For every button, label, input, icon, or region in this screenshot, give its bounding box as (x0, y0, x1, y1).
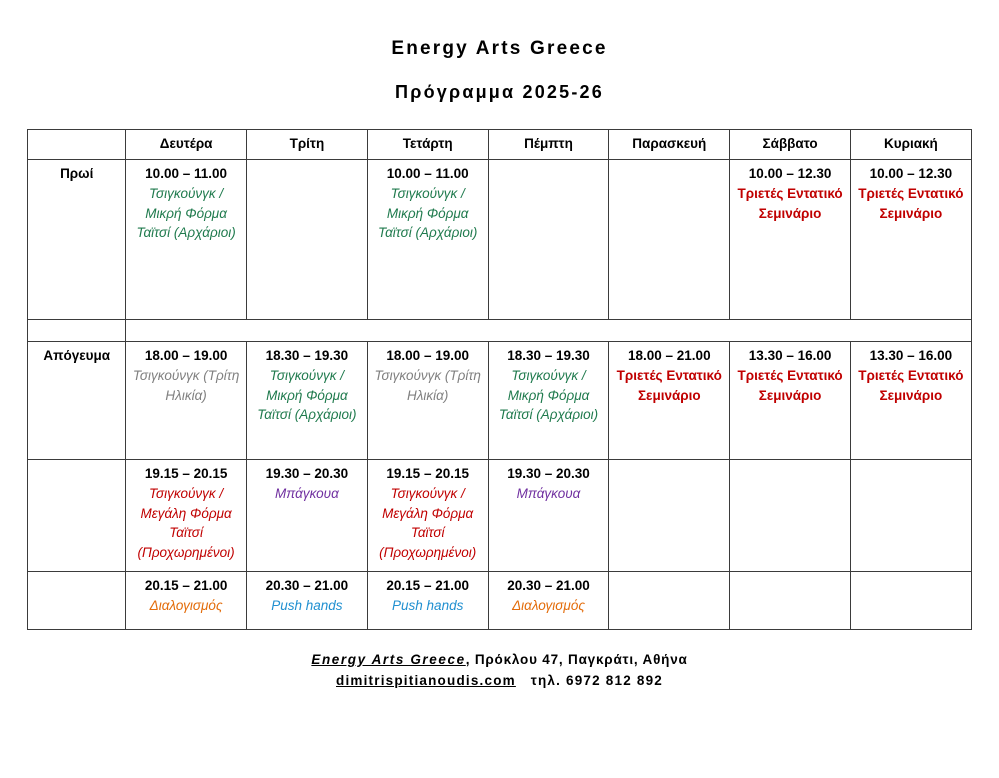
row-label-afternoon: Απόγευμα (28, 341, 126, 459)
cell-afternoon3-tuesday (247, 571, 368, 629)
table-row-spacer (28, 319, 972, 341)
cell-afternoon1-tuesday (247, 341, 368, 459)
column-header-saturday: Σάββατο (730, 130, 851, 160)
spacer-label-cell (28, 319, 126, 341)
cell-morning-tuesday (247, 159, 368, 319)
cell-time: 18.00 – 21.00 (628, 347, 711, 363)
page-title: Energy Arts Greece (391, 38, 608, 59)
cell-afternoon3-sunday (850, 571, 971, 629)
table-row-morning (28, 159, 972, 319)
cell-afternoon2-sunday (850, 459, 971, 571)
cell-afternoon3-thursday (488, 571, 609, 629)
weekly-schedule-table (27, 129, 972, 630)
cell-desc: Τσιγκούνγκ (Τρίτη Ηλικία) (132, 368, 240, 403)
cell-desc: Τσιγκούνγκ / Μεγάλη Φόρμα Ταϊτσί (Προχωρημένοι) (379, 486, 477, 560)
table-row-afternoon-3 (28, 571, 972, 629)
table-header-row (28, 130, 972, 160)
cell-desc: Μπάγκουα (275, 486, 339, 502)
footer-email-link[interactable]: dimitrispitianoudis.com (336, 672, 516, 688)
cell-time: 19.15 – 20.15 (386, 465, 469, 481)
cell-desc: Push hands (271, 598, 343, 614)
cell-desc: Τσιγκούνγκ / Μεγάλη Φόρμα Ταϊτσί (Προχωρημένοι) (137, 486, 235, 560)
column-header-wednesday: Τετάρτη (367, 130, 488, 160)
cell-time: 18.00 – 19.00 (386, 347, 469, 363)
cell-time: 10.00 – 11.00 (386, 165, 469, 181)
cell-time: 20.30 – 21.00 (265, 577, 349, 593)
footer-brand: Energy Arts Greece (311, 651, 466, 667)
cell-time: 19.15 – 20.15 (144, 465, 228, 481)
cell-afternoon3-monday (126, 571, 247, 629)
cell-time: 13.30 – 16.00 (748, 347, 832, 363)
cell-afternoon2-wednesday (367, 459, 488, 571)
cell-afternoon1-wednesday (367, 341, 488, 459)
cell-afternoon1-monday (126, 341, 247, 459)
column-header-monday: Δευτέρα (126, 130, 247, 160)
cell-desc: Τσιγκούνγκ / Μικρή Φόρμα Ταϊτσί (Αρχάριοι) (378, 186, 478, 241)
cell-time: 10.00 – 12.30 (748, 165, 832, 181)
column-header-thursday: Πέμπτη (488, 130, 609, 160)
cell-time: 10.00 – 12.30 (869, 165, 953, 181)
row-label-afternoon-3-empty (28, 571, 126, 629)
table-body (28, 159, 972, 629)
cell-time: 19.30 – 20.30 (265, 465, 349, 481)
cell-afternoon2-tuesday (247, 459, 368, 571)
cell-time: 10.00 – 11.00 (145, 165, 228, 181)
footer-contact-line (0, 673, 999, 688)
schedule-page (0, 38, 999, 778)
row-label-afternoon-2-empty (28, 459, 126, 571)
footer-address: , Πρόκλου 47, Παγκράτι, Αθήνα (465, 651, 688, 667)
spacer-cell (126, 319, 972, 341)
cell-time: 18.30 – 19.30 (507, 347, 590, 363)
table-row-afternoon-2 (28, 459, 972, 571)
cell-afternoon3-saturday (730, 571, 851, 629)
cell-desc: Τριετές Εντατικό Σεμινάριο (616, 368, 722, 403)
cell-afternoon1-friday (609, 341, 730, 459)
cell-afternoon2-monday (126, 459, 247, 571)
cell-desc: Τριετές Εντατικό Σεμινάριο (737, 368, 843, 403)
cell-desc: Τσιγκούνγκ / Μικρή Φόρμα Ταϊτσί (Αρχάριοι) (498, 368, 599, 423)
column-header-friday: Παρασκευή (609, 130, 730, 160)
cell-desc: Διαλογισμός (512, 598, 585, 614)
cell-desc: Τσιγκούνγκ (Τρίτη Ηλικία) (374, 368, 481, 403)
table-corner-cell (28, 130, 126, 160)
cell-time: 19.30 – 20.30 (507, 465, 590, 481)
cell-desc: Τριετές Εντατικό Σεμινάριο (858, 186, 964, 221)
cell-time: 20.15 – 21.00 (144, 577, 228, 593)
footer-phone: τηλ. 6972 812 892 (530, 672, 663, 688)
cell-afternoon1-sunday (850, 341, 971, 459)
column-header-tuesday: Τρίτη (247, 130, 368, 160)
cell-afternoon1-thursday (488, 341, 609, 459)
footer-address-line (0, 652, 999, 667)
column-header-sunday: Κυριακή (850, 130, 971, 160)
cell-time: 20.15 – 21.00 (386, 577, 469, 593)
cell-time: 18.00 – 19.00 (144, 347, 228, 363)
cell-afternoon2-thursday (488, 459, 609, 571)
cell-desc: Τριετές Εντατικό Σεμινάριο (858, 368, 964, 403)
cell-afternoon2-saturday (730, 459, 851, 571)
cell-desc: Τσιγκούνγκ / Μικρή Φόρμα Ταϊτσί (Αρχάριοι) (136, 186, 236, 241)
cell-time: 18.30 – 19.30 (265, 347, 349, 363)
row-label-morning: Πρωί (28, 159, 126, 319)
cell-morning-friday (609, 159, 730, 319)
cell-desc: Τριετές Εντατικό Σεμινάριο (737, 186, 843, 221)
cell-afternoon1-saturday (730, 341, 851, 459)
cell-time: 13.30 – 16.00 (869, 347, 953, 363)
cell-desc: Διαλογισμός (149, 598, 223, 614)
cell-morning-thursday (488, 159, 609, 319)
page-subtitle: Πρόγραμμα 2025-26 (395, 82, 604, 102)
table-header (28, 130, 972, 160)
cell-afternoon2-friday (609, 459, 730, 571)
cell-morning-wednesday (367, 159, 488, 319)
cell-desc: Μπάγκουα (516, 486, 581, 502)
cell-afternoon3-wednesday (367, 571, 488, 629)
table-row-afternoon-1 (28, 341, 972, 459)
cell-morning-monday (126, 159, 247, 319)
footer (0, 652, 999, 688)
cell-afternoon3-friday (609, 571, 730, 629)
cell-morning-saturday (730, 159, 851, 319)
cell-desc: Push hands (392, 598, 464, 614)
cell-morning-sunday (850, 159, 971, 319)
cell-time: 20.30 – 21.00 (507, 577, 590, 593)
cell-desc: Τσιγκούνγκ / Μικρή Φόρμα Ταϊτσί (Αρχάριοι) (257, 368, 357, 423)
